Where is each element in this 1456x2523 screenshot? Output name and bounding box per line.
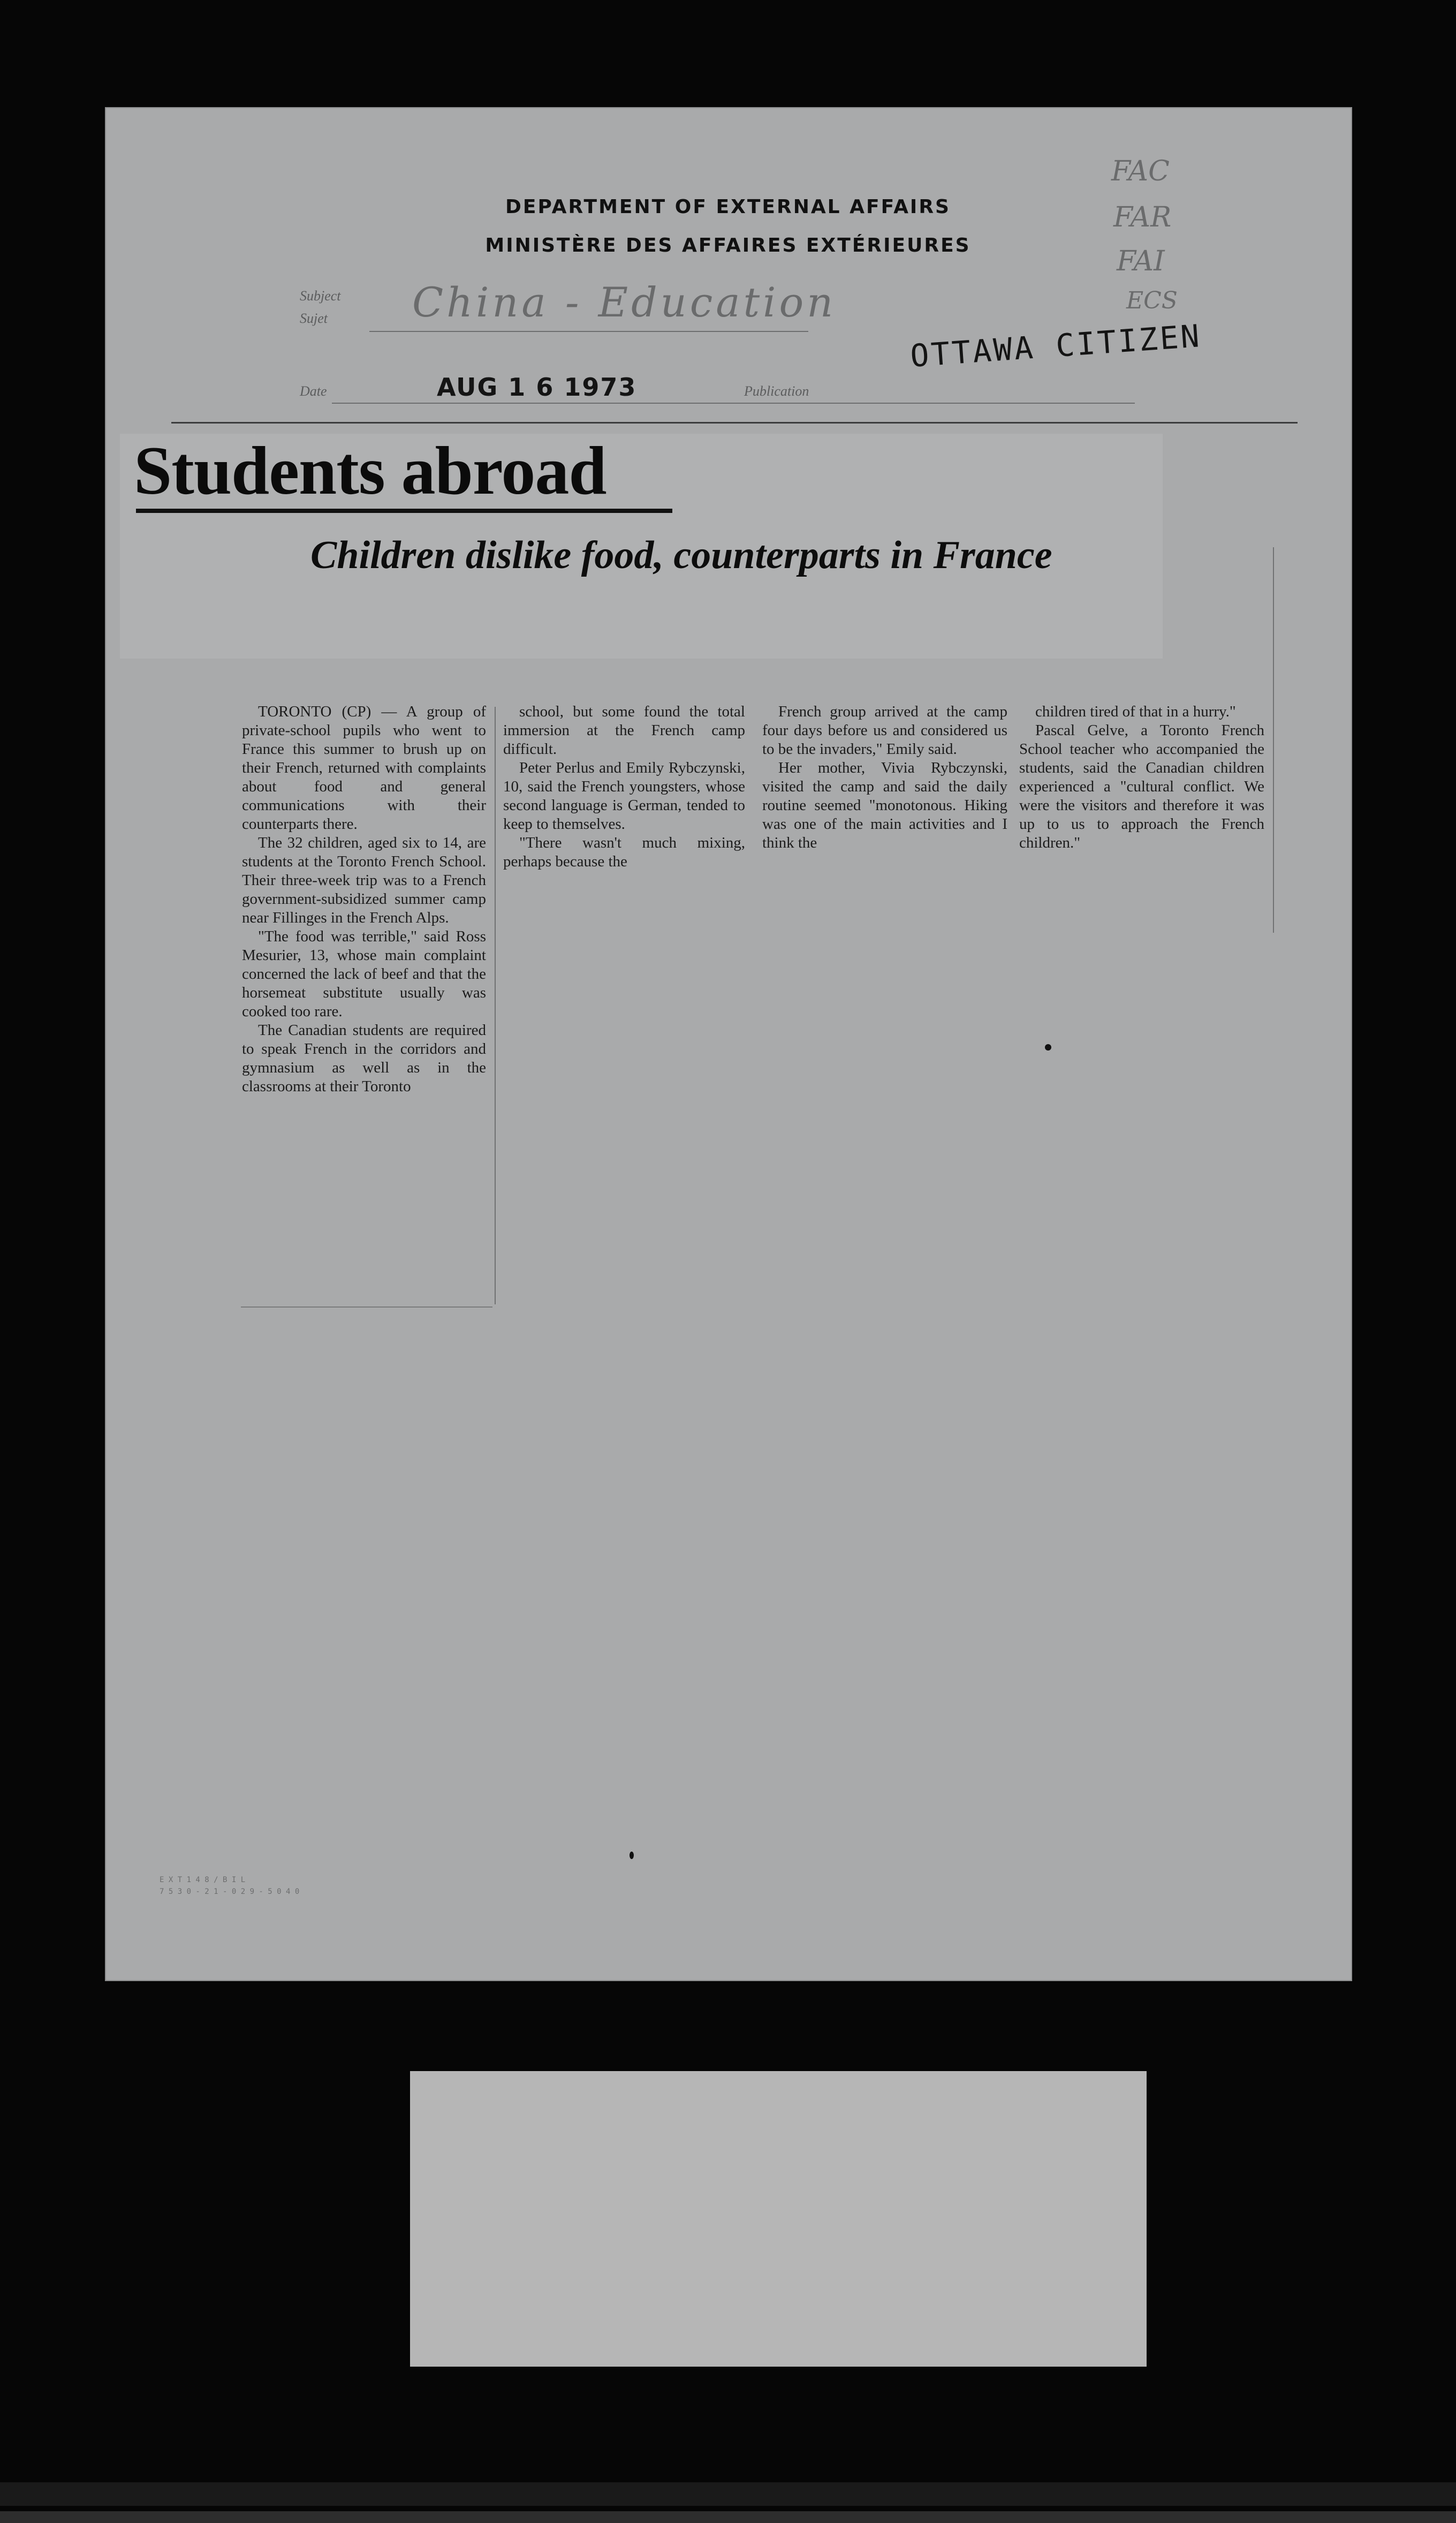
clipping-right-edge bbox=[1273, 547, 1274, 933]
form-code-line-1: E X T 1 4 8 / B I L bbox=[160, 1876, 246, 1884]
date-underline bbox=[332, 403, 1135, 404]
headline-underline bbox=[136, 509, 672, 513]
col2-para-3: "There wasn't much mixing, perhaps because the bbox=[503, 834, 745, 870]
col4-para-2: Pascal Gelve, a Toronto French School teacher who accompanied the students, said the Canadian children experienced a "cultural conflict. We were the visitors and therefore it was up to us to approach the French children." bbox=[1019, 722, 1264, 851]
article-subheadline: Children dislike food, counterparts in France bbox=[310, 533, 1052, 577]
col2-para-1: school, but some found the total immersion at the French camp difficult. bbox=[503, 703, 745, 758]
col1-para-1: TORONTO (CP) — A group of private-school pupils who went to France this summer to brush up on their French, returned with complaints about food and general communications with their counterparts there. bbox=[242, 703, 486, 833]
department-header-fr: MINISTÈRE DES AFFAIRES EXTÉRIEURES bbox=[485, 235, 971, 256]
margin-code-1: FAC bbox=[1111, 155, 1170, 187]
margin-code-2: FAR bbox=[1113, 201, 1172, 233]
speck bbox=[1045, 1044, 1051, 1051]
article-headline: Students abroad bbox=[134, 433, 606, 509]
article-column-4 bbox=[1019, 702, 1264, 852]
publication-stamp: OTTAWA CITIZEN bbox=[909, 318, 1203, 374]
subject-underline bbox=[369, 331, 808, 332]
date-label: Date bbox=[300, 383, 327, 399]
col3-para-1: French group arrived at the camp four days before us and considered us to be the invaders," Emily said. bbox=[762, 703, 1007, 758]
form-code-line-2: 7 5 3 0 - 2 1 - 0 2 9 - 5 0 4 0 bbox=[160, 1887, 300, 1896]
col3-para-2: Her mother, Vivia Rybczynski, visited the camp and said the daily routine seemed "monotonous. Hiking was one of the main activities and I think the bbox=[762, 759, 1007, 851]
clipping-bottom-edge bbox=[241, 1306, 492, 1308]
film-edge bbox=[0, 2482, 1456, 2506]
subject-handwritten: China - Education bbox=[412, 278, 837, 326]
article-column-1 bbox=[242, 702, 486, 1096]
margin-code-4: ECS bbox=[1126, 287, 1178, 314]
col1-para-3: "The food was terrible," said Ross Mesurier, 13, whose main complaint concerned the lack of beef and that the horsemeat substitute usually was cooked too rare. bbox=[242, 928, 486, 1020]
col1-para-4: The Canadian students are required to speak French in the corridors and gymnasium as well as in the classrooms at their Toronto bbox=[242, 1022, 486, 1095]
film-edge-lower bbox=[0, 2511, 1456, 2523]
margin-code-3: FAI bbox=[1117, 245, 1165, 277]
subject-label: Subject bbox=[300, 288, 341, 304]
col4-para-1: children tired of that in a hurry." bbox=[1035, 703, 1236, 720]
publication-label: Publication bbox=[744, 383, 809, 399]
department-header-en: DEPARTMENT OF EXTERNAL AFFAIRS bbox=[505, 196, 951, 218]
speck bbox=[630, 1852, 634, 1859]
article-column-3 bbox=[762, 702, 1007, 852]
header-rule bbox=[171, 422, 1298, 424]
col2-para-2: Peter Perlus and Emily Rybczynski, 10, said the French youngsters, whose second language is German, tended to keep to themselves. bbox=[503, 759, 745, 833]
article-column-2 bbox=[503, 702, 745, 871]
column-divider-1 bbox=[495, 707, 496, 1304]
blank-slip bbox=[410, 2071, 1147, 2367]
date-stamp: AUG 1 6 1973 bbox=[437, 373, 637, 402]
col1-para-2: The 32 children, aged six to 14, are students at the Toronto French School. Their three-week trip was to a French government-subsidized summer camp near Fillinges in the French Alps. bbox=[242, 834, 486, 926]
sujet-label: Sujet bbox=[300, 311, 328, 326]
